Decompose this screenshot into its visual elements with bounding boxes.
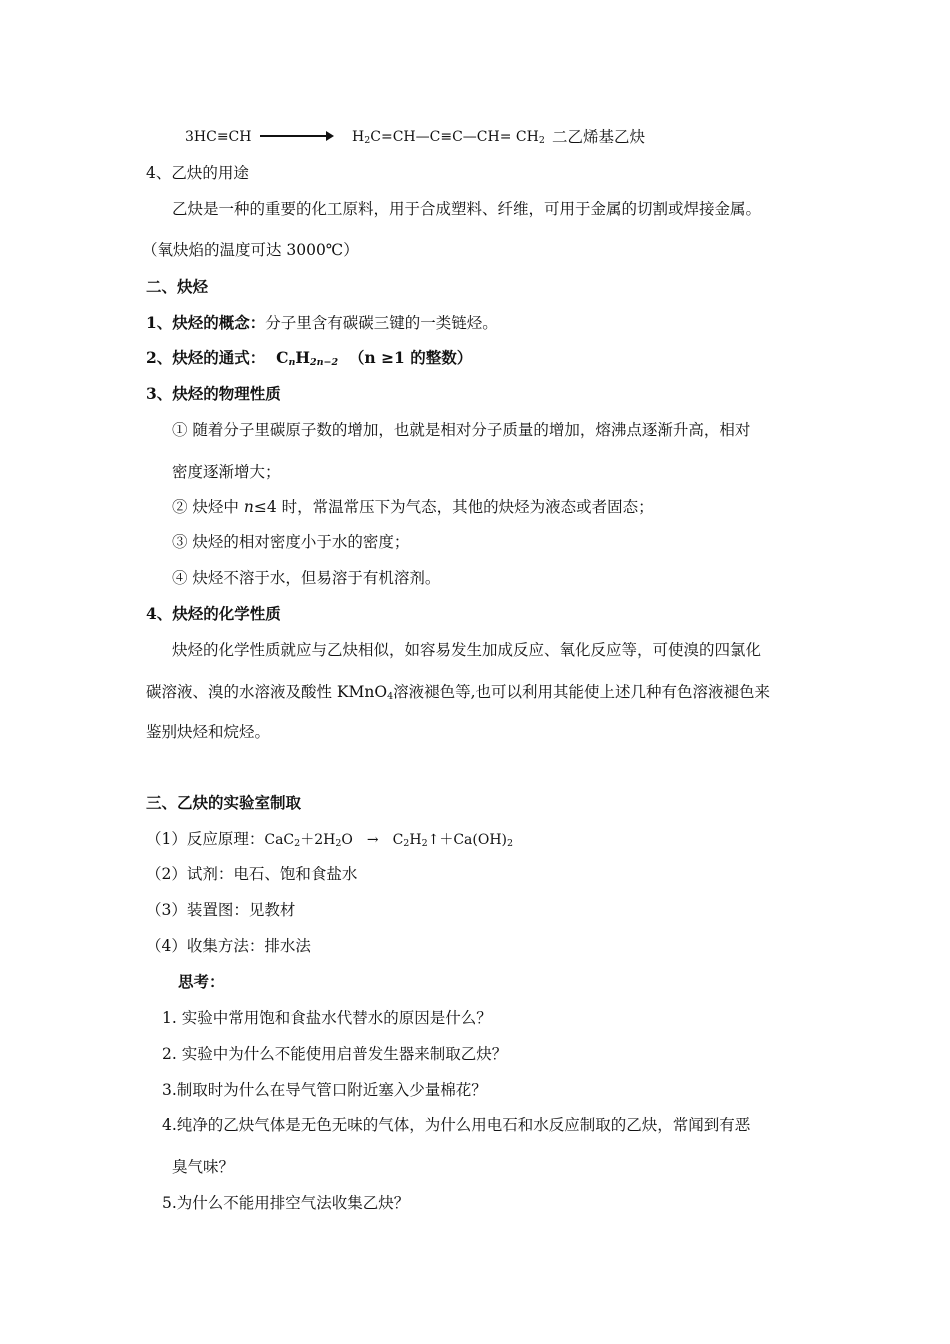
physical-property-3: ③ 炔烃的相对密度小于水的密度； (172, 533, 410, 551)
uses-note: （氧炔焰的温度可达 3000℃） (142, 241, 359, 259)
reaction-product: $H_2C=CH—C\equiv C—CH= CH_2$ (352, 129, 545, 146)
section-alkynes-heading: 二、炔烃 (146, 277, 209, 296)
lab-prep-apparatus: （3）装置图：见教材 (146, 901, 296, 919)
physical-properties-heading: 3、炔烃的物理性质 (146, 384, 281, 403)
question-3: 3.制取时为什么在导气管口附近塞入少量棉花？ (162, 1081, 487, 1099)
physical-property-4: ④ 炔烃不溶于水，但易溶于有机溶剂。 (172, 569, 441, 587)
question-1: 1. 实验中常用饱和食盐水代替水的原因是什么？ (162, 1009, 492, 1027)
lab-prep-reagents: （2）试剂：电石、饱和食盐水 (146, 865, 358, 883)
question-2: 2. 实验中为什么不能使用启普发生器来制取乙炔？ (162, 1045, 508, 1063)
chemical-properties-line3: 鉴别炔烃和烷烃。 (146, 723, 271, 741)
lab-prep-collection: （4）收集方法：排水法 (146, 937, 311, 955)
question-4-line1: 4.纯净的乙炔气体是无色无味的气体，为什么用电石和水反应制取的乙炔，常闻到有恶 (162, 1116, 751, 1134)
reaction-arrow (260, 135, 332, 137)
alkyne-concept: 1、炔烃的概念：分子里含有碳碳三键的一类链烃。 (146, 313, 498, 332)
chemical-properties-line1: 炔烃的化学性质就应与乙炔相似，如容易发生加成反应、氧化反应等，可使溴的四氯化 (172, 641, 762, 659)
uses-paragraph: 乙炔是一种的重要的化工原料，用于合成塑料、纤维，可用于金属的切割或焊接金属。 (172, 200, 762, 218)
lab-prep-heading: 三、乙炔的实验室制取 (146, 793, 302, 812)
physical-property-2: ② 炔烃中 n≤4 时，常温常压下为气态，其他的炔烃为液态或者固态； (172, 498, 654, 516)
chemical-properties-heading: 4、炔烃的化学性质 (146, 604, 281, 623)
lab-prep-principle: （1）反应原理：$CaC_2+2H_2O$ → $C_2H_2↑+Ca(OH)_2$ (146, 830, 514, 849)
alkyne-general-formula: 2、炔烃的通式： $C_nH_{2n-2}$ （n ≥1 的整数） (146, 348, 473, 368)
question-4-line2: 臭气味？ (172, 1158, 235, 1176)
reaction-reactant: 3HC≡CH (185, 129, 252, 145)
uses-heading: 4、乙炔的用途 (146, 164, 249, 182)
physical-property-1-line2: 密度逐渐增大； (172, 463, 281, 481)
chemical-properties-line2: 碳溶液、溴的水溶液及酸性 KMnO$_4$溶液褪色等,也可以利用其能使上述几种有色溶液褪色来 (146, 683, 771, 702)
physical-property-1-line1: ① 随着分子里碳原子数的增加，也就是相对分子质量的增加，熔沸点逐渐升高，相对 (172, 421, 751, 439)
question-5: 5.为什么不能用排空气法收集乙炔？ (162, 1194, 410, 1212)
think-heading: 思考： (178, 972, 225, 991)
reaction-product-name: 二乙烯基乙炔 (552, 128, 646, 146)
